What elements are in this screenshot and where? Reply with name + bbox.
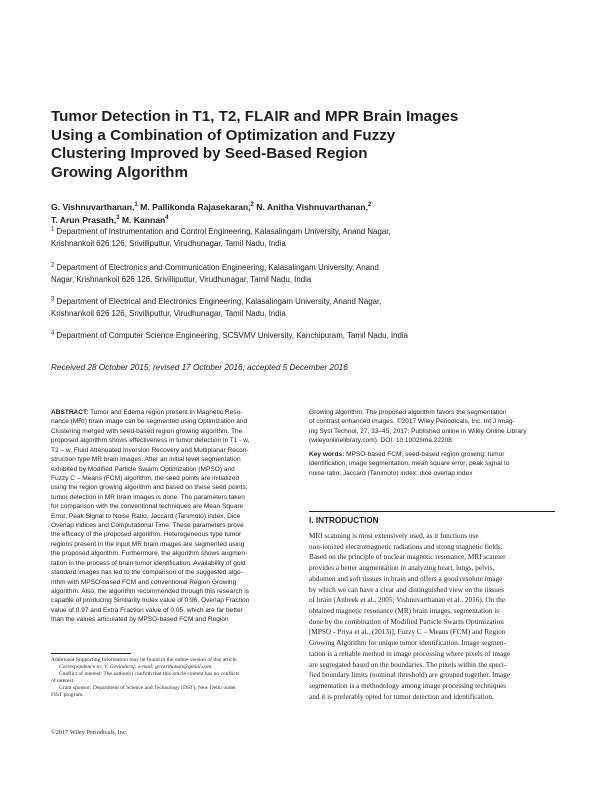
abstract-line: capable of producing Similarity Index value of 0.96, Overlap Fraction <box>51 597 250 605</box>
abstract-line: Fuzzy C – Means (FCM) algorithm, the seed points are initialized <box>51 474 240 482</box>
author-name: N. Anitha Vishnuvarthanan, <box>253 202 368 212</box>
footnote-line: Conflict of interest: The author(s) confirm that this article content has no conflicts <box>59 671 240 678</box>
introduction-body <box>309 531 555 703</box>
affiliation-number: 3 <box>51 296 55 303</box>
abstract-line: Growing algorithm. The proposed algorithm favors the segmentation <box>309 409 507 416</box>
title-line: Clustering Improved by Seed-Based Region <box>51 145 368 162</box>
affiliation-line <box>51 262 551 274</box>
abstract-text: of contrast enhanced images. <box>309 418 395 426</box>
affiliation-line <box>51 296 551 308</box>
keywords-text: MPSO-based FCM; seed-based region growing; tumor <box>344 451 505 458</box>
affiliation-text: Department of Computer Science Engineering, SCSVMV University, Kanchipuram, Tamil Nadu, India <box>54 331 408 340</box>
abstract-line: the proposed algorithm. Furthermore, the algorithm shows augmen- <box>51 550 248 558</box>
abstract-line: rithm with MPSO-based FCM and conventional Region Growing <box>51 578 237 586</box>
abstract-line: Overlap indices and Computational Time. These parameters prove <box>51 522 244 530</box>
affiliation-line <box>51 330 551 342</box>
abstract-line: Clustering merged with seed-based region growing algorithm. The <box>51 427 243 435</box>
affiliation-2 <box>51 262 551 285</box>
abstract-line: Error, Peak Signal to Noise Ratio, Jaccard (Tanimoto) index, Dice <box>51 512 241 520</box>
affiliation-line: Krishnankoil 626 126, Srivilliputtur, Virudhunagar, Tamil Nadu, India <box>51 238 286 248</box>
abstract-line <box>51 408 296 417</box>
keywords <box>309 450 554 478</box>
body-line: obtained magnetic resonance (MR) brain images, segmentation is <box>309 607 500 616</box>
title-line: Using a Combination of Optimization and Fuzzy <box>51 126 396 144</box>
abstract-label: ABSTRACT: <box>51 409 89 416</box>
abstract-line: nance (MRI) brain image can be segmented using Optimization and <box>51 418 248 426</box>
footnote-line: Additional Supporting Information may be found in the online version of this article. <box>51 657 238 663</box>
body-line: Growing Algorithm for unique tumor identification. Image segmen- <box>309 639 506 648</box>
journal-doi: (wileyonlinelibrary.com). DOI: 10.1002/ima.22208 <box>309 437 452 445</box>
body-line: of brain (Anbeek et al., 2005; Vishnuvarthanan et al., 2016). On the <box>309 596 505 605</box>
affiliation-1 <box>51 226 551 249</box>
footnotes <box>51 657 301 700</box>
affiliation-3 <box>51 296 551 319</box>
abstract-line: tumor detection in MR brain images is done. The parameters taken <box>51 493 245 501</box>
abstract-line: regions present in the input MR brain images are segmented using <box>51 540 245 548</box>
author-name: T. Arun Prasath, <box>51 215 117 225</box>
abstract-line: exhibited by Modified Particle Swarm Optimization (MPSO) and <box>51 465 235 473</box>
affiliation-number: 2 <box>51 262 55 269</box>
body-line: abdomen and soft tissues in brain and offers a good resolute image <box>309 574 503 583</box>
abstract-line: standard images has led to the comparison of the suggested algo- <box>51 569 243 577</box>
footnote-line: Grant sponsor: Department of Science and Technology (DST), New Delhi under <box>59 685 236 692</box>
author-affiliation-mark: 2 <box>367 202 372 209</box>
abstract-line <box>309 417 554 426</box>
author-affiliation-mark: 2 <box>250 202 254 209</box>
abstract-line: the efficacy of the proposed algorithm. Heterogeneous type tumor <box>51 531 242 539</box>
title-line: Tumor Detection in T1, T2, FLAIR and MPR Brain Images <box>51 108 459 125</box>
abstract-line: proposed algorithm shows effectiveness in tumor detection in T1 - w, <box>51 437 250 445</box>
keywords-line: identification; image segmentation; mean square error; peak signal to <box>309 460 510 468</box>
affiliation-text: Department of Electronics and Communication Engineering, Kalasalingam University, Anand <box>54 263 379 272</box>
body-line: segmentation is a methodology among image processing techniques <box>309 682 507 691</box>
body-line: MRI scanning is most extensively used, as it functions use <box>309 532 479 540</box>
body-line: [MPSO - Priya et al., (2013)], Fuzzy C – Means (FCM) and Region <box>309 628 506 637</box>
abstract-line: struction type MR brain images. After an initial level segmentation <box>51 456 241 464</box>
copyright-notice: ©2017 Wiley Periodicals, Inc. <box>51 729 128 736</box>
affiliation-line <box>51 226 551 238</box>
abstract-line: than the values articulated by MPSO-based FCM and Region <box>51 616 229 624</box>
affiliation-text: Department of Electrical and Electronics Engineering, Kalasalingam University, Anand Nagar, <box>54 297 382 306</box>
affiliation-number: 1 <box>51 226 55 233</box>
keywords-line <box>309 450 554 459</box>
section-divider <box>309 511 555 512</box>
body-line: are segregated based on the boundaries. The pixels within the speci- <box>309 660 507 669</box>
body-line: by which we can have a clear and distinguished view on the tissues <box>309 585 504 594</box>
journal-citation: ©2017 Wiley Periodicals, Inc. Int J Imag- <box>394 418 515 426</box>
body-line: done by the combination of Modified Particle Swarm Optimization <box>309 617 504 626</box>
author-line <box>51 201 551 214</box>
abstract-line: tation in the process of brain tumor identification. Availability of gold <box>51 559 246 567</box>
body-line: tation is a reliable method in image processing where pixels of image <box>309 649 511 658</box>
author-name: M. Kannan <box>119 215 166 225</box>
affiliation-line: Nagar, Krishnankoil 626 126, Srivilliputtur, Virudhunagar, Tamil Nadu, India <box>51 274 312 284</box>
affiliation-4 <box>51 330 551 342</box>
abstract-text: Tumor and Edema region present in Magnetic Reso- <box>88 409 243 416</box>
body-line: fied boundary limits (nominal threshold) are grouped together. Image <box>309 671 511 680</box>
section-heading: I. INTRODUCTION <box>309 516 379 525</box>
author-name: G. Vishnuvarthanan, <box>51 202 135 212</box>
author-name: M. Pallikonda Rajasekaran, <box>137 202 251 212</box>
abstract-line: value of 0.97 and Extra Fraction value of 0.05, which are far better <box>51 606 243 614</box>
abstract <box>51 408 296 625</box>
body-line: and it is preferably opted for tumor detection and identification. <box>309 692 494 701</box>
received-dates: Received 28 October 2015; revised 17 October 2016; accepted 5 December 2016 <box>51 363 348 372</box>
paper-title <box>51 108 521 182</box>
author-affiliation-mark: 3 <box>116 215 120 222</box>
affiliation-number: 4 <box>51 330 55 337</box>
footnote-divider <box>51 653 131 654</box>
author-list <box>51 201 551 227</box>
abstract-line: for comparison with the conventional techniques are Mean Square <box>51 503 244 511</box>
affiliation-text: Department of Instrumentation and Control Engineering, Kalasalingam University, Anand Nagar, <box>54 227 391 236</box>
abstract-line: using the region growing algorithm and based on these seed points; <box>51 484 248 492</box>
author-affiliation-mark: 4 <box>165 215 169 222</box>
abstract-line: algorithm. Also, the algorithm recommended through this research is <box>51 588 249 596</box>
affiliation-line: Krishnankoil 626 126, Srivilliputtur, Virudhunagar, Tamil Nadu, India <box>51 308 286 318</box>
abstract-continuation <box>309 408 554 446</box>
keywords-label: Key words: <box>309 451 345 458</box>
footnote-line: Correspondence to: V. Govindaraj; e-mail: gvvarthanan@gmail.com <box>59 664 212 671</box>
keywords-line: noise ratio; Jaccard (Tanimoto) index; dice overlap index <box>309 469 473 477</box>
body-line: provides a better augmentation in analyzing heart, lungs, pelvis, <box>309 564 495 573</box>
footnote-line: FIST program. <box>51 692 84 699</box>
body-line: Based on the principle of nuclear magnetic resonance, MRI scanner <box>309 553 506 562</box>
author-affiliation-mark: 1 <box>134 202 138 209</box>
journal-citation: ing Syst Technol, 27, 33–45, 2017; Published online in Wiley Online Library <box>309 427 527 435</box>
footnote-line: of interest. <box>51 678 75 685</box>
title-line: Growing Algorithm <box>51 163 188 181</box>
abstract-line: T2 – w, Fluid Attenuated Inversion Recovery and Multiplanar Recon- <box>51 446 249 454</box>
body-line: non-ionized electromagnetic radiations and strong magnetic fields. <box>309 542 503 551</box>
